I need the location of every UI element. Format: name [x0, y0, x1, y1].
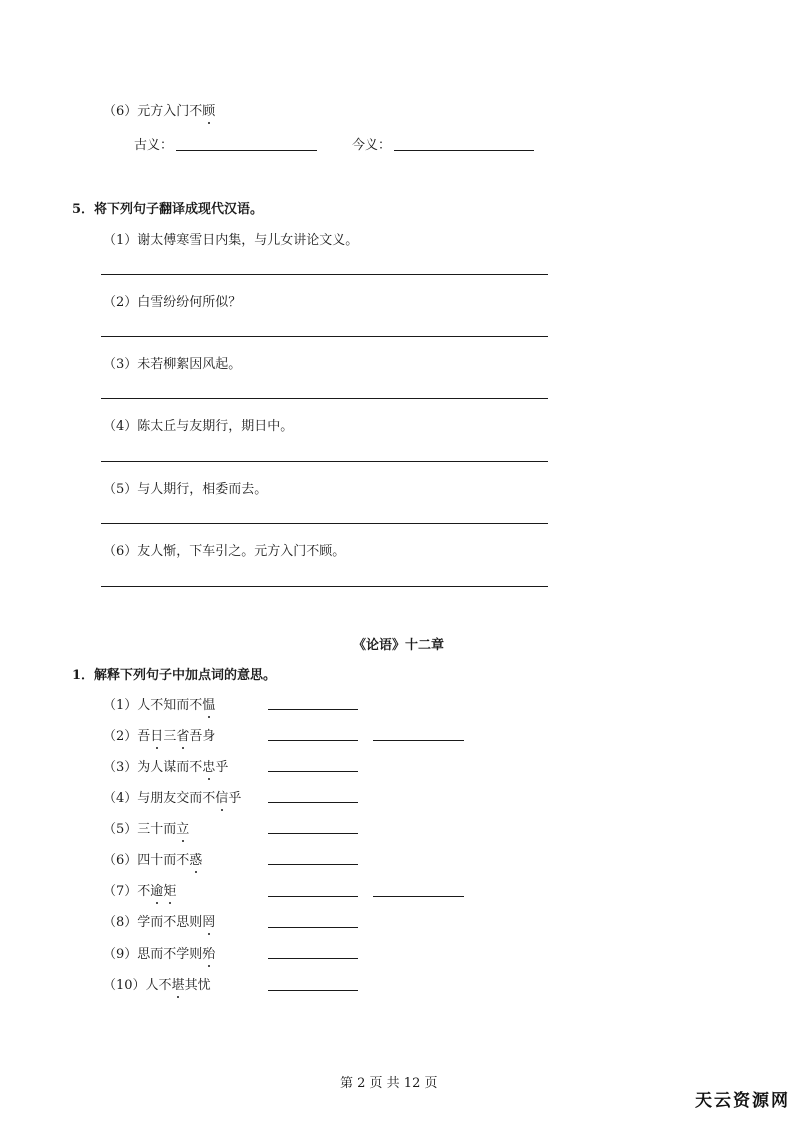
- jin-label: 今义：: [352, 138, 392, 153]
- vocab-item-6: [103, 849, 202, 868]
- dotted-word: 惑: [189, 849, 202, 868]
- text-part: 吾身: [189, 729, 216, 744]
- translation-answer-line-4[interactable]: [101, 461, 548, 462]
- answer-blank-7a[interactable]: [268, 896, 358, 897]
- item-number: （1）: [103, 698, 138, 713]
- text-part: 吾: [137, 729, 151, 744]
- translation-item-1: （1）谢太傅寒雪日内集，与儿女讲论文义。: [103, 233, 359, 248]
- jin-answer-blank[interactable]: [394, 150, 534, 151]
- gu-label: 古义：: [134, 138, 174, 153]
- answer-blank-2a[interactable]: [268, 740, 358, 741]
- item-number: （5）: [103, 822, 138, 837]
- vocab-item-10: [103, 974, 211, 993]
- dotted-word: 日: [150, 725, 163, 744]
- page-footer: 第 2 页 共 12 页: [340, 1076, 438, 1091]
- item-number: （6）: [103, 853, 138, 868]
- translation-item-2: （2）白雪纷纷何所似？: [103, 295, 242, 310]
- text-part: 三十而: [137, 822, 177, 837]
- text-part: 思而不学则: [137, 947, 203, 962]
- translation-answer-line-2[interactable]: [101, 336, 548, 337]
- answer-blank-6[interactable]: [268, 864, 358, 865]
- text-part: 三: [163, 729, 177, 744]
- text-part: 四十而不: [137, 853, 190, 868]
- vocab-item-9: [103, 943, 215, 962]
- text-part: 人不知而不: [137, 698, 203, 713]
- text-part: 人不: [145, 978, 172, 993]
- section-title: 《论语》十二章: [353, 638, 445, 653]
- translation-item-4: （4）陈太丘与友期行，期日中。: [103, 419, 294, 434]
- item-number: （2）: [103, 729, 138, 744]
- item-number: （10）: [103, 978, 146, 993]
- item-number: （9）: [103, 947, 138, 962]
- dotted-word: 信: [215, 787, 228, 806]
- item-number: （3）: [103, 760, 138, 775]
- answer-blank-9[interactable]: [268, 958, 358, 959]
- text-part: 乎: [228, 791, 242, 806]
- dotted-word: 矩: [163, 880, 176, 899]
- answer-blank-3[interactable]: [268, 771, 358, 772]
- translation-answer-line-5[interactable]: [101, 523, 548, 524]
- text-part: 学而不思则: [137, 915, 203, 930]
- dotted-word: 顾: [202, 100, 215, 119]
- translation-item-5: （5）与人期行，相委而去。: [103, 482, 268, 497]
- word-item-6: [103, 100, 215, 119]
- answer-blank-10[interactable]: [268, 990, 358, 991]
- vocab-item-7: [103, 880, 176, 899]
- text-part: 为人谋而不: [137, 760, 203, 775]
- dotted-word: 愠: [202, 694, 215, 713]
- text-part: 与朋友交而不: [137, 791, 216, 806]
- answer-blank-8[interactable]: [268, 927, 358, 928]
- item-number: （7）: [103, 884, 138, 899]
- text-part: 乎: [215, 760, 229, 775]
- translation-answer-line-1[interactable]: [101, 274, 548, 275]
- translation-answer-line-6[interactable]: [101, 586, 548, 587]
- dotted-word: 殆: [202, 943, 215, 962]
- question-5-heading: 5．将下列句子翻译成现代汉语。: [72, 202, 264, 217]
- dotted-word: 省: [176, 725, 189, 744]
- vocab-item-3: [103, 756, 228, 775]
- answer-blank-1[interactable]: [268, 709, 358, 710]
- dotted-word: 立: [176, 818, 189, 837]
- item-number: （8）: [103, 915, 138, 930]
- answer-blank-2b[interactable]: [373, 740, 464, 741]
- dotted-word: 罔: [202, 911, 215, 930]
- answer-blank-4[interactable]: [268, 802, 358, 803]
- watermark-logo: 天云资源网: [695, 1091, 790, 1111]
- word-item-6-prefix: （6）元方入门不: [103, 104, 203, 119]
- gu-answer-blank[interactable]: [176, 150, 317, 151]
- translation-answer-line-3[interactable]: [101, 398, 548, 399]
- dotted-word: 堪: [172, 974, 185, 993]
- vocab-item-4: [103, 787, 241, 806]
- answer-blank-7b[interactable]: [373, 896, 464, 897]
- text-part: 其忧: [184, 978, 211, 993]
- vocab-item-1: [103, 694, 215, 713]
- vocab-item-8: [103, 911, 215, 930]
- text-part: 不: [137, 884, 151, 899]
- vocab-item-2: [103, 725, 215, 744]
- question-1-heading: 1．解释下列句子中加点词的意思。: [72, 668, 277, 683]
- dotted-word: 逾: [150, 880, 163, 899]
- item-number: （4）: [103, 791, 138, 806]
- answer-blank-5[interactable]: [268, 833, 358, 834]
- translation-item-3: （3）未若柳絮因风起。: [103, 357, 242, 372]
- dotted-word: 忠: [202, 756, 215, 775]
- vocab-item-5: [103, 818, 189, 837]
- translation-item-6: （6）友人惭，下车引之。元方入门不顾。: [103, 544, 346, 559]
